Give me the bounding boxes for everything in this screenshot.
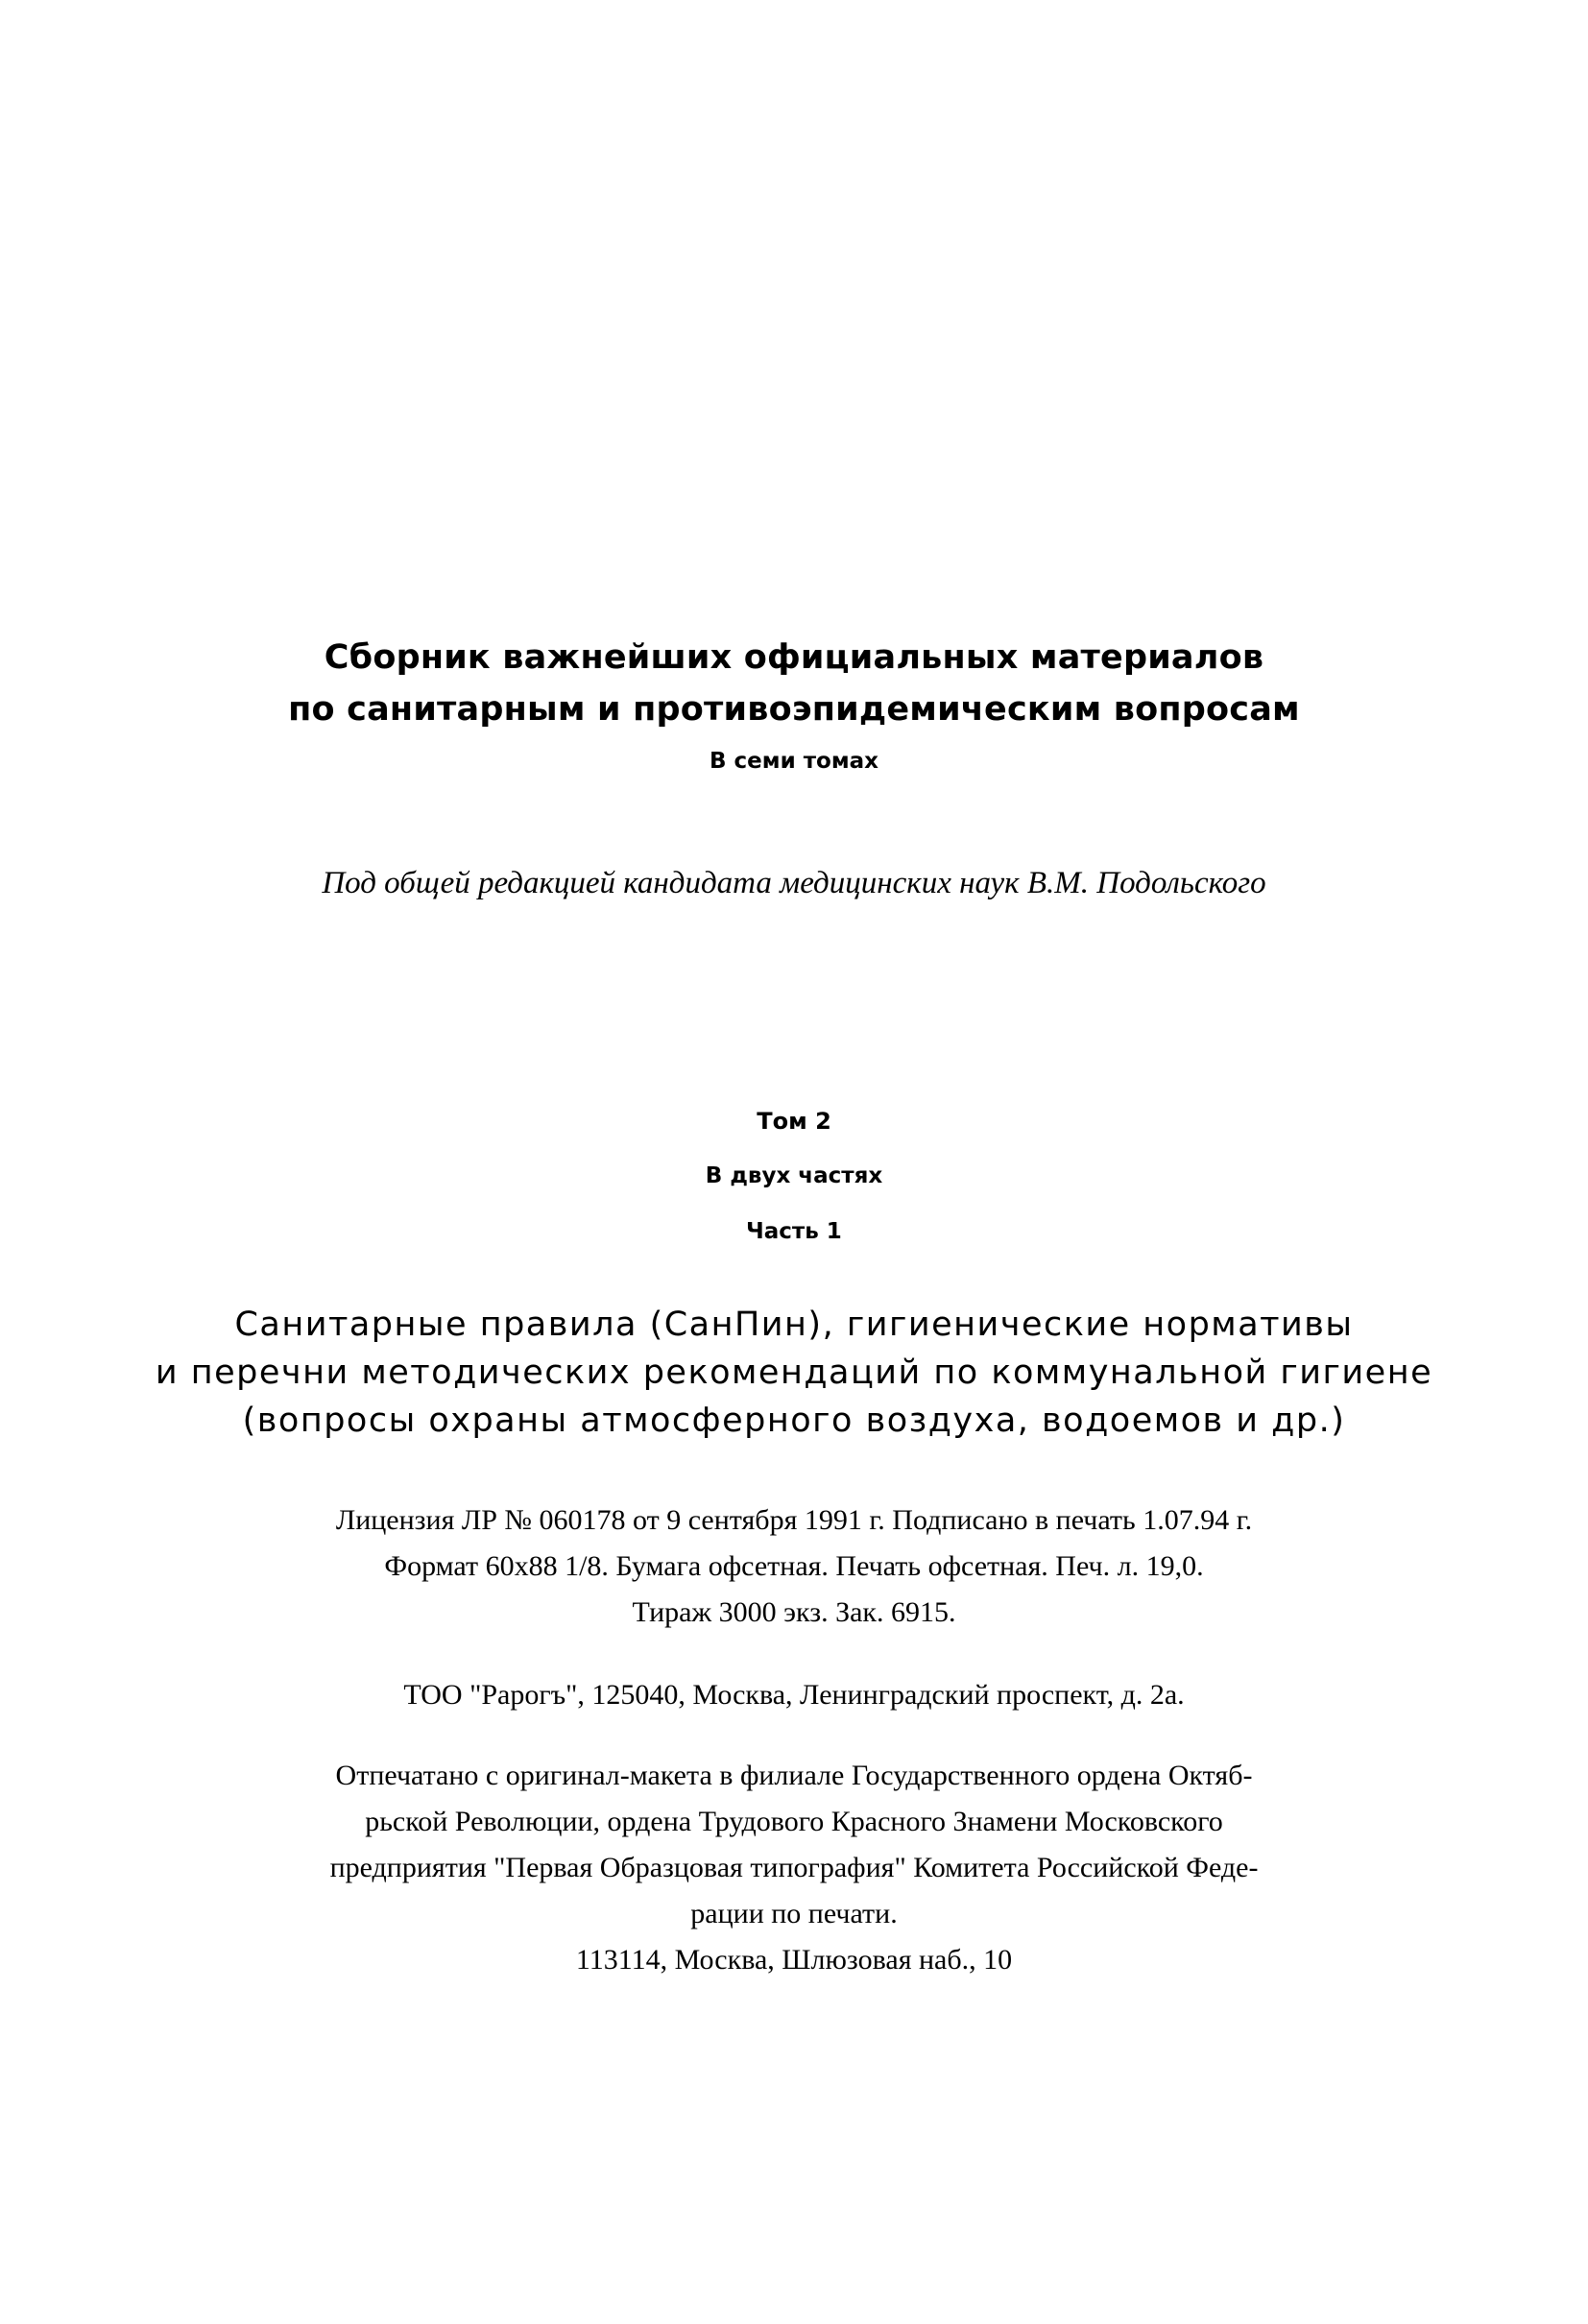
printer-info-line-2: рьской Революции, ордена Трудового Красного Знамени Московского <box>365 1806 1223 1837</box>
printer-info-line-4: рации по печати. <box>690 1898 898 1929</box>
printer-info <box>0 1753 1588 1983</box>
publisher-address: ТОО "Рарогъ", 125040, Москва, Ленинградский проспект, д. 2а. <box>403 1679 1185 1711</box>
license-info-line-1: Лицензия ЛР № 060178 от 9 сентября 1991 г. Подписано в печать 1.07.94 г. <box>335 1504 1253 1536</box>
printer-info-line-3: предприятия "Первая Образцовая типография" Комитета Российской Феде- <box>329 1852 1259 1883</box>
editor-line: Под общей редакцией кандидата медицинских наук В.М. Подольского <box>322 866 1266 900</box>
volume-subtitle-line-2: и перечни методических рекомендаций по коммунальной гигиене <box>155 1354 1433 1392</box>
collection-title <box>0 632 1588 735</box>
printer-address: 113114, Москва, Шлюзовая наб., 10 <box>575 1944 1013 1976</box>
collection-title-line-1: Сборник важнейших официальных материалов <box>324 638 1264 677</box>
printer-info-line-1: Отпечатано с оригинал-макета в филиале Государственного ордена Октяб- <box>335 1760 1253 1791</box>
volume-number: Том 2 <box>757 1108 831 1135</box>
collection-title-line-2: по санитарным и противоэпидемическим вопросам <box>288 690 1300 729</box>
license-info-line-3: Тираж 3000 экз. Зак. 6915. <box>632 1596 956 1628</box>
license-info-line-2: Формат 60x88 1/8. Бумага офсетная. Печать офсетная. Печ. л. 19,0. <box>384 1550 1204 1582</box>
license-info <box>0 1497 1588 1636</box>
volume-subtitle <box>0 1301 1588 1445</box>
part-number: Часть 1 <box>746 1219 842 1244</box>
volume-subtitle-line-3: (вопросы охраны атмосферного воздуха, водоемов и др.) <box>242 1402 1346 1440</box>
volumes-note: В семи томах <box>710 749 878 774</box>
volume-subtitle-line-1: Санитарные правила (СанПин), гигиенические нормативы <box>234 1306 1354 1344</box>
parts-note: В двух частях <box>705 1163 883 1188</box>
